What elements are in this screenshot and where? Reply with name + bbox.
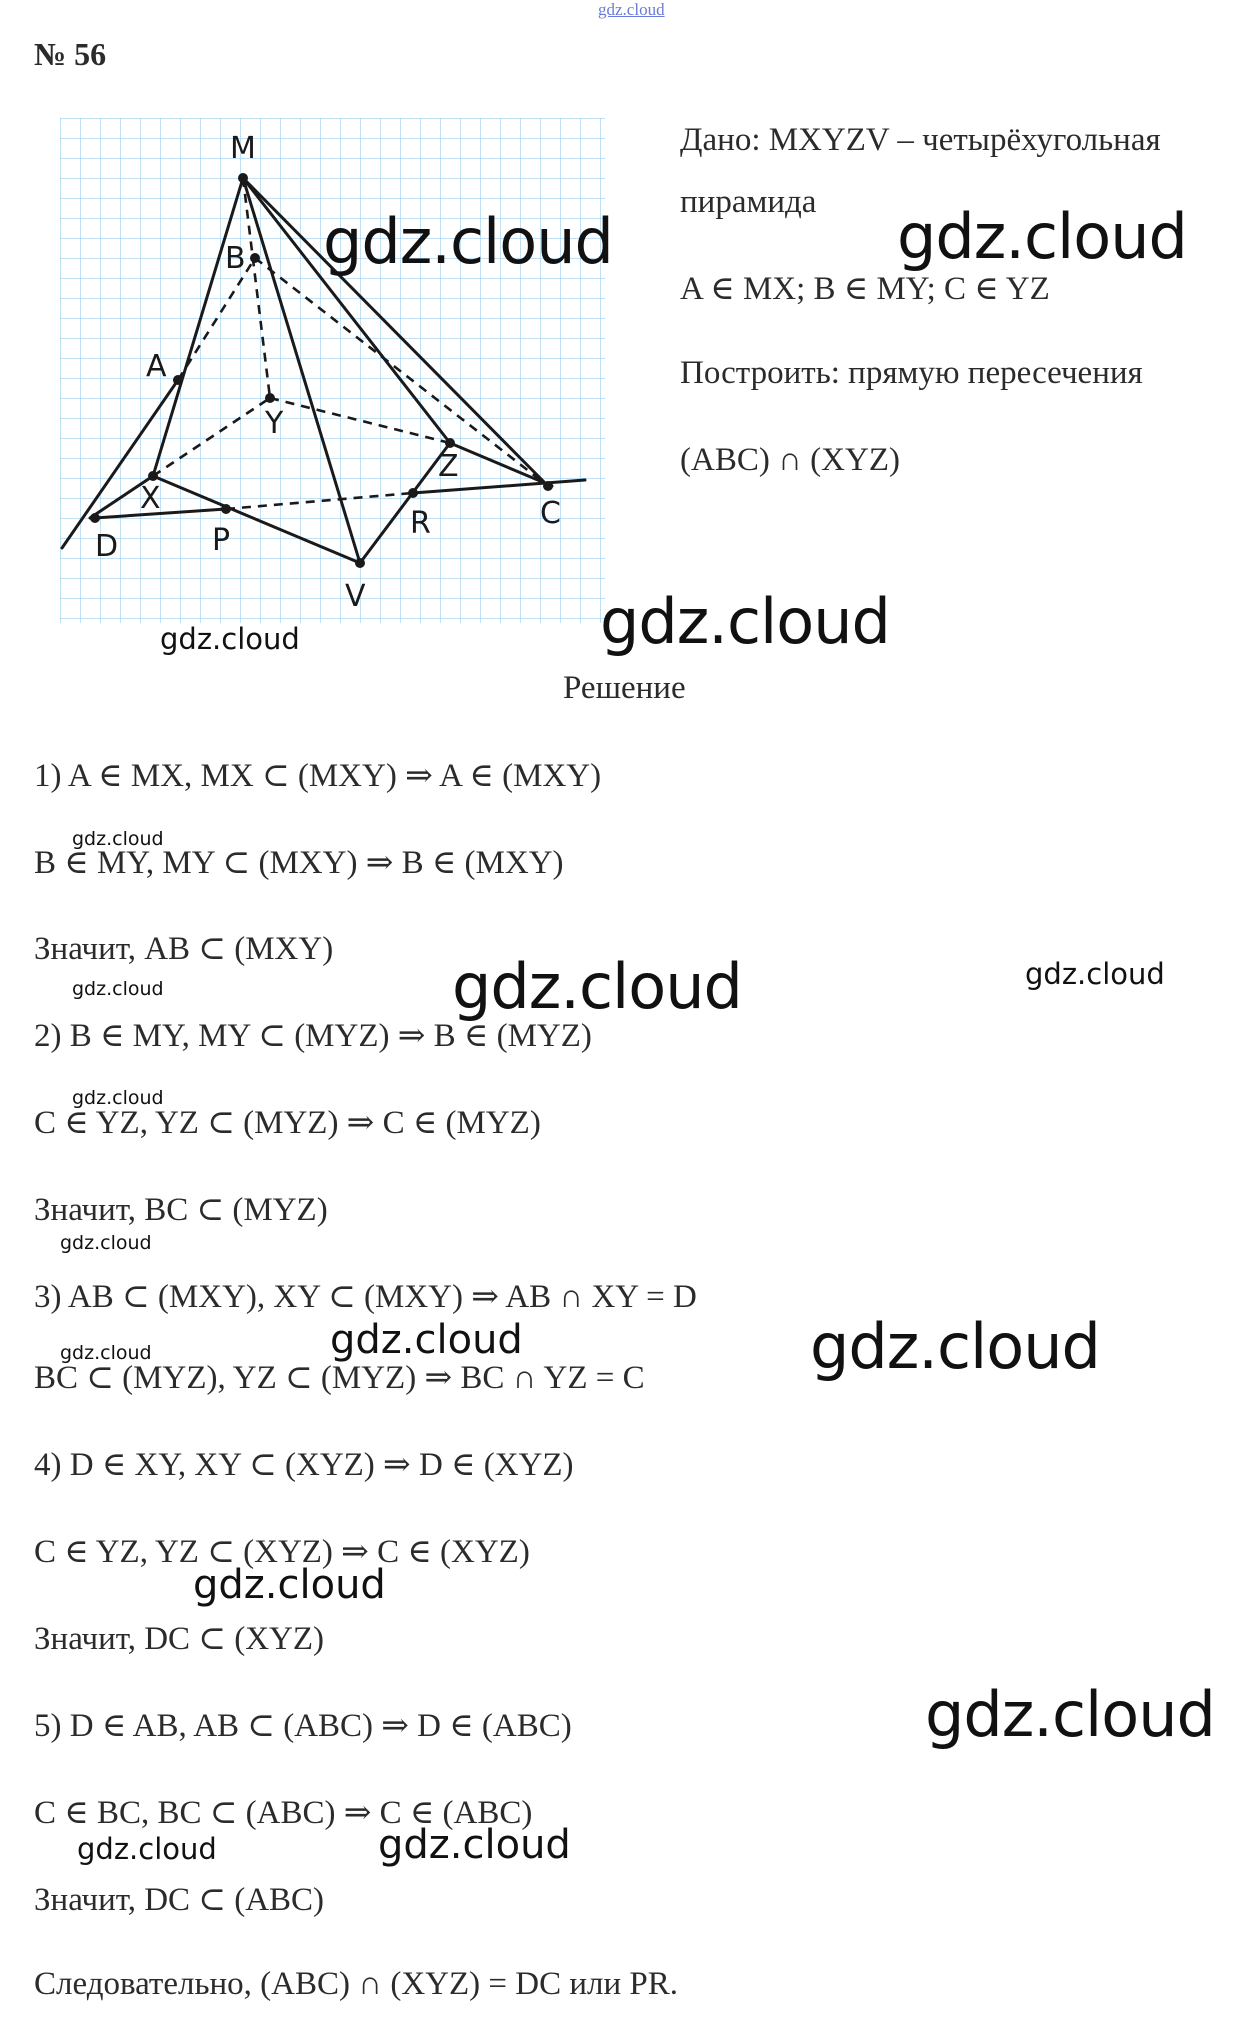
- point-Y: [265, 393, 275, 403]
- label-A: A: [146, 349, 167, 384]
- label-P: P: [212, 523, 231, 558]
- solution-line: 5) D ∈ AB, AB ⊂ (ABC) ⇒ D ∈ (ABC): [34, 1708, 572, 1744]
- watermark: gdz.cloud: [810, 1310, 1100, 1383]
- solution-line: B ∈ MY, MY ⊂ (MXY) ⇒ B ∈ (MXY): [34, 845, 564, 881]
- pyramid-diagram: [40, 118, 615, 638]
- solution-line: BC ⊂ (MYZ), YZ ⊂ (MYZ) ⇒ BC ∩ YZ = C: [34, 1360, 645, 1396]
- solution-line: 3) AB ⊂ (MXY), XY ⊂ (MXY) ⇒ AB ∩ XY = D: [34, 1279, 697, 1315]
- label-Y: Y: [265, 406, 284, 441]
- given-line-2: пирамида: [680, 184, 817, 220]
- point-B: [250, 253, 260, 263]
- solution-line: C ∈ YZ, YZ ⊂ (XYZ) ⇒ C ∈ (XYZ): [34, 1534, 530, 1570]
- solution-line: Значит, DC ⊂ (ABC): [34, 1882, 325, 1918]
- watermark: gdz.cloud: [378, 1822, 571, 1868]
- label-X: X: [140, 481, 161, 516]
- watermark: gdz.cloud: [600, 585, 890, 658]
- solution-line: 1) A ∈ MX, MX ⊂ (MXY) ⇒ A ∈ (MXY): [34, 758, 602, 794]
- watermark: gdz.cloud: [193, 1562, 386, 1608]
- solution-title: Решение: [563, 670, 686, 706]
- point-Z: [445, 438, 455, 448]
- solution-line: 2) B ∈ MY, MY ⊂ (MYZ) ⇒ B ∈ (MYZ): [34, 1018, 592, 1054]
- point-R: [408, 488, 418, 498]
- watermark: gdz.cloud: [160, 622, 300, 656]
- label-C: C: [540, 496, 561, 531]
- point-V: [355, 558, 365, 568]
- solution-line: Значит, AB ⊂ (MXY): [34, 931, 334, 967]
- solution-line: Значит, BC ⊂ (MYZ): [34, 1192, 328, 1228]
- watermark: gdz.cloud: [72, 1087, 164, 1109]
- point-A: [173, 375, 183, 385]
- problem-number: № 56: [34, 36, 107, 72]
- point-P: [221, 504, 231, 514]
- label-M: M: [230, 131, 256, 166]
- point-C: [543, 481, 553, 491]
- given-line-5: (ABC) ∩ (XYZ): [680, 442, 900, 478]
- solution-line: 4) D ∈ XY, XY ⊂ (XYZ) ⇒ D ∈ (XYZ): [34, 1447, 574, 1483]
- grid-background: [60, 118, 605, 623]
- watermark: gdz.cloud: [452, 950, 742, 1023]
- watermark: gdz.cloud: [60, 1232, 152, 1254]
- given-line-4: Построить: прямую пересечения: [680, 355, 1143, 391]
- point-X: [148, 471, 158, 481]
- solution-line: Значит, DC ⊂ (XYZ): [34, 1621, 325, 1657]
- watermark: gdz.cloud: [925, 1678, 1215, 1751]
- given-line-3: A ∈ MX; B ∈ MY; C ∈ YZ: [680, 271, 1050, 307]
- given-line-1: Дано: MXYZV – четырёхугольная: [680, 122, 1161, 158]
- watermark: gdz.cloud: [72, 978, 164, 1000]
- watermark: gdz.cloud: [60, 1342, 152, 1364]
- label-B: B: [225, 241, 246, 276]
- label-R: R: [410, 506, 431, 541]
- label-D: D: [95, 529, 119, 564]
- pyramid-figure: [40, 118, 615, 638]
- watermark: gdz.cloud: [330, 1317, 523, 1363]
- watermark: gdz.cloud: [72, 828, 164, 850]
- point-D: [90, 513, 100, 523]
- label-V: V: [345, 579, 366, 614]
- solution-line: C ∈ BC, BC ⊂ (ABC) ⇒ C ∈ (ABC): [34, 1795, 533, 1831]
- watermark: gdz.cloud: [897, 200, 1187, 273]
- watermark: gdz.cloud: [323, 205, 613, 278]
- watermark: gdz.cloud: [77, 1832, 217, 1866]
- label-Z: Z: [438, 449, 459, 484]
- solution-line: Следовательно, (ABC) ∩ (XYZ) = DC или PR.: [34, 1966, 678, 2002]
- watermark: gdz.cloud: [1025, 957, 1165, 991]
- solution-line: C ∈ YZ, YZ ⊂ (MYZ) ⇒ C ∈ (MYZ): [34, 1105, 541, 1141]
- point-M: [238, 173, 248, 183]
- watermark-top-link[interactable]: gdz.cloud: [598, 0, 665, 19]
